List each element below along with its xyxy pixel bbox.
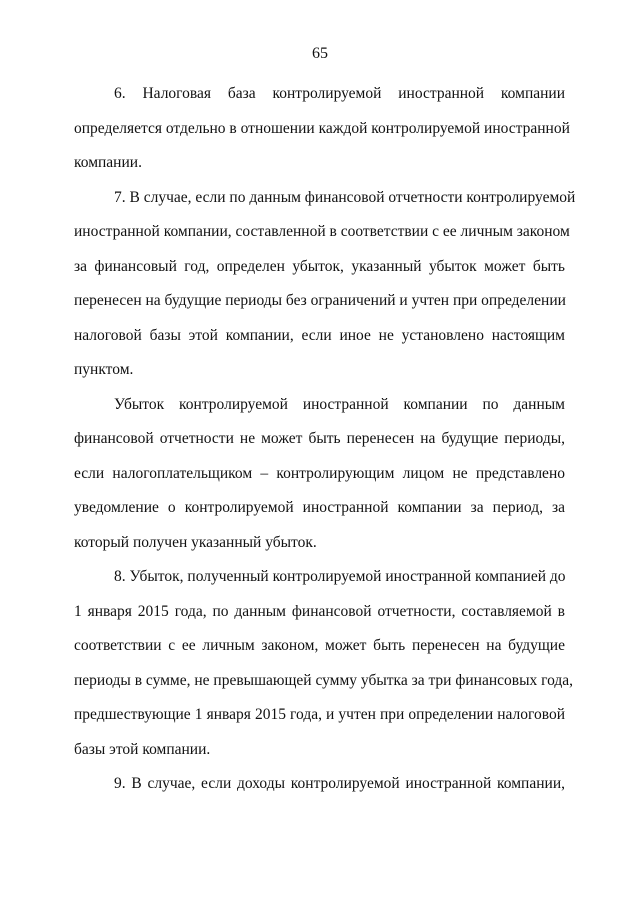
paragraph-loss-line-2: финансовой отчетности не может быть перенесен на будущие периоды, bbox=[74, 430, 565, 447]
paragraph-7-line-3: за финансовый год, определен убыток, указанный убыток может быть bbox=[74, 258, 565, 275]
paragraph-8-line-6: базы этой компании. bbox=[74, 741, 211, 758]
paragraph-8-line-3: соответствии с ее личным законом, может быть перенесен на будущие bbox=[74, 637, 565, 654]
page-number: 65 bbox=[312, 45, 328, 62]
paragraph-loss-line-4: уведомление о контролируемой иностранной компании за период, за bbox=[74, 499, 565, 516]
paragraph-loss-line-5: который получен указанный убыток. bbox=[74, 534, 317, 551]
paragraph-8-line-2: 1 января 2015 года, по данным финансовой отчетности, составляемой в bbox=[74, 603, 565, 620]
paragraph-6-line-2: определяется отдельно в отношении каждой контролируемой иностранной bbox=[74, 120, 570, 137]
paragraph-7-line-6: пунктом. bbox=[74, 361, 134, 378]
paragraph-7-line-1: 7. В случае, если по данным финансовой отчетности контролируемой bbox=[114, 189, 576, 206]
paragraph-6-line-1: 6. Налоговая база контролируемой иностранной компании bbox=[114, 85, 565, 102]
paragraph-loss-line-3: если налогоплательщиком – контролирующим лицом не представлено bbox=[74, 465, 565, 482]
paragraph-7-line-5: налоговой базы этой компании, если иное не установлено настоящим bbox=[74, 327, 565, 344]
paragraph-loss-line-1: Убыток контролируемой иностранной компании по данным bbox=[114, 396, 565, 413]
paragraph-7-line-4: перенесен на будущие периоды без ограничений и учтен при определении bbox=[74, 292, 566, 309]
paragraph-8-line-1: 8. Убыток, полученный контролируемой иностранной компанией до bbox=[114, 568, 566, 585]
paragraph-6-line-3: компании. bbox=[74, 154, 142, 171]
paragraph-8-line-4: периоды в сумме, не превышающей сумму убытка за три финансовых года, bbox=[74, 672, 574, 689]
paragraph-9-line-1: 9. В случае, если доходы контролируемой иностранной компании, bbox=[114, 775, 565, 792]
paragraph-7-line-2: иностранной компании, составленной в соответствии с ее личным законом bbox=[74, 223, 570, 240]
paragraph-8-line-5: предшествующие 1 января 2015 года, и учтен при определении налоговой bbox=[74, 706, 565, 723]
